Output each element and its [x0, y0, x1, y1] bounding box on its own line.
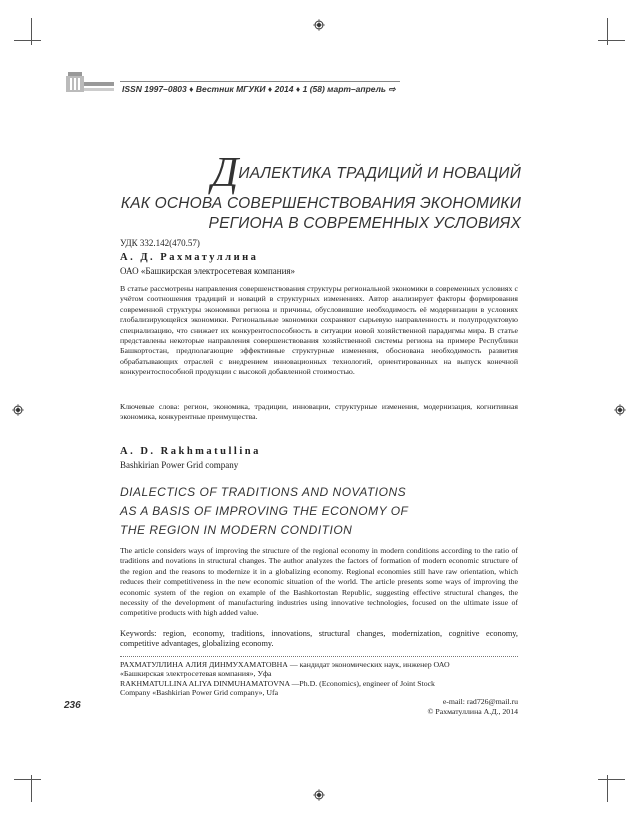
bullet: ♦	[189, 84, 194, 94]
affiliation-ru: ОАО «Башкирская электросетевая компания»	[120, 266, 296, 276]
arrow-icon: ⇨	[388, 84, 396, 94]
author-name-en: A. D. Rakhmatullina	[120, 446, 261, 457]
abstract-ru: В статье рассмотрены направления совершенствования структуры региональной экономики в современных условиях с учётом соотношения традиций и новаций в структурных изменениях. Автор анализирует факторы формирования современной структуры экономики региона и причины, обусловившие необходимость её модернизации в условиях глобализирующейся экономики. Региональные экономики сохраняют сырьевую направленность и полупродуктовую специализацию, что снижает их конкурентоспособность в ситуации новой хозяйственной парадигмы мира. В статье представлены некоторые направления совершенствования хозяйственной системы региона на примере Республики Башкортостан, предполагающие эффективные структурные изменения, обоснована необходимость развития обрабатывающих отраслей с внедрением инновационных технологий, ориентированных на выпуск конечной конкурентоспособной продукции с высокой добавленной стоимостью.	[120, 284, 518, 377]
journal-name: Вестник МГУКИ	[195, 84, 266, 94]
footnote-line: РАХМАТУЛЛИНА АЛИЯ ДИНМУХАМАТОВНА — кандидат экономических наук, инженер ОАО	[120, 660, 450, 669]
registration-mark-icon	[614, 404, 626, 416]
crop-mark	[14, 40, 41, 41]
title-en-line-3: THE REGION IN MODERN CONDITION	[120, 523, 353, 537]
author-footnote	[120, 660, 518, 698]
registration-mark-icon	[12, 404, 24, 416]
crop-mark	[598, 779, 625, 780]
crop-mark	[14, 779, 41, 780]
title-en-line-1: DIALECTICS OF TRADITIONS AND NOVATIONS	[120, 485, 407, 499]
issn: ISSN 1997–0803	[122, 84, 187, 94]
author-name-ru: А. Д. Рахматуллина	[120, 252, 259, 263]
title-line-1: ДИАЛЕКТИКА ТРАДИЦИЙ И НОВАЦИЙ	[211, 150, 521, 196]
footnote-line: «Башкирская электросетевая компания», Уфа	[120, 669, 272, 679]
title-en-line-2: AS A BASIS OF IMPROVING THE ECONOMY OF	[120, 504, 409, 518]
bullet: ♦	[267, 84, 273, 94]
copyright: © Рахматуллина А.Д., 2014	[427, 707, 518, 716]
keywords-ru: Ключевые слова: регион, экономика, традиции, инновации, структурные изменения, модернизация, когнитивная экономика, конкурентные преимущества.	[120, 402, 518, 422]
journal-logo-icon	[64, 66, 116, 94]
article-title-en	[120, 483, 408, 540]
registration-mark-icon	[313, 19, 325, 31]
registration-mark-icon	[313, 789, 325, 801]
running-header	[122, 84, 395, 95]
footnote-line: Company «Bashkirian Power Grid company», Ufa	[120, 688, 279, 698]
drop-cap: Д	[211, 150, 239, 196]
title-line-2: КАК ОСНОВА СОВЕРШЕНСТВОВАНИЯ ЭКОНОМИКИ	[120, 195, 521, 212]
issue: 1 (58) март–апрель	[302, 84, 386, 94]
crop-mark	[598, 40, 625, 41]
footnote-rule	[120, 656, 518, 657]
udk-code: УДК 332.142(470.57)	[120, 238, 200, 248]
page-number: 236	[64, 700, 81, 711]
footnote-line: RAKHMATULLINA ALIYA DINMUHAMATOVNA —Ph.D. (Economics), engineer of Joint Stock	[120, 678, 435, 688]
author-email: e-mail: rad726@mail.ru	[442, 697, 518, 706]
header-rule	[120, 81, 400, 82]
article-title-ru	[121, 152, 521, 233]
year: 2014	[274, 84, 294, 94]
keywords-en: Keywords: region, economy, traditions, innovations, structural changes, modernization, cognitive economy, competitive advantages, globalizing economy.	[120, 629, 518, 649]
abstract-en: The article considers ways of improving the structure of the regional economy in modern conditions according to the ratio of traditions and novations in structural changes. The author analyzes the factors of formation of modern economic structure of the region and the reasons to modernize it in a globalizing economy. Regional economies still have raw orientation, which reduces their competitiveness in the new economic situation of the world. The article presents some ways of improving the economic system of the region on example of the Bashkortostan Republic, suggesting effective structural changes, the necessity of the development of manufacturing industries using innovative technologies, focused on the ultimate issue of competitive products with high added value.	[120, 546, 518, 618]
bullet: ♦	[295, 84, 301, 94]
affiliation-en: Bashkirian Power Grid company	[120, 460, 239, 470]
title-line-3: РЕГИОНА В СОВРЕМЕННЫХ УСЛОВИЯХ	[208, 214, 521, 232]
